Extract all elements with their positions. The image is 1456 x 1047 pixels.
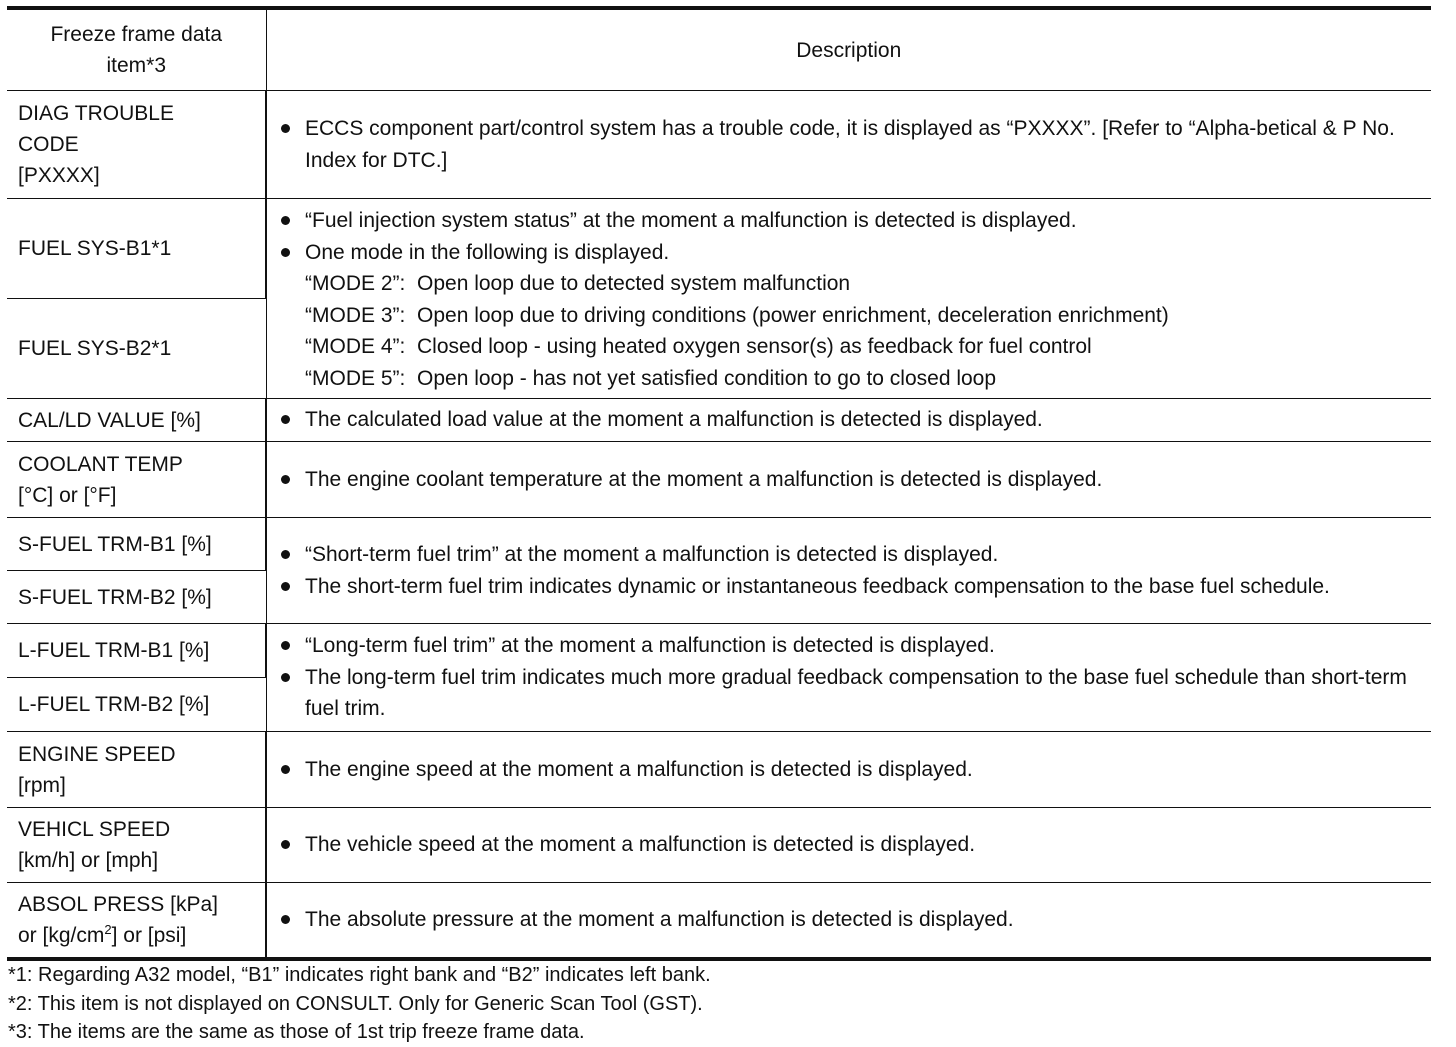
table-row-diag: [7, 91, 1431, 199]
item-cell-coolant: COOLANT TEMP [°C] or [°F]: [7, 442, 266, 518]
desc-cell-engine-speed: [266, 732, 1431, 808]
bullet-text: The engine coolant temperature at the moment a malfunction is detected is displayed.: [277, 464, 1413, 496]
item-cell-absol-press: ABSOL PRESS [kPa] or $[kg/cm^2]$ or [psi]: [7, 883, 266, 959]
item-cell-s-fuel-b2: S-FUEL TRM-B2 [%]: [7, 571, 266, 624]
table-row-absol-press: [7, 883, 1431, 959]
bullet-text: “Short-term fuel trim” at the moment a malfunction is detected is displayed.: [277, 539, 1413, 571]
desc-cell-diag: [266, 91, 1431, 199]
table-row-vehicle-speed: [7, 808, 1431, 883]
freeze-frame-table-container: [7, 6, 1431, 961]
item-cell-vehicle-speed: VEHICL SPEED [km/h] or [mph]: [7, 808, 266, 883]
bullet-text: “Fuel injection system status” at the moment a malfunction is detected is displayed.: [277, 205, 1413, 237]
freeze-frame-data-table: [7, 6, 1431, 961]
table-row-coolant: [7, 442, 1431, 518]
mode-line: “MODE 4”: Closed loop - using heated oxygen sensor(s) as feedback for fuel control: [305, 335, 1092, 358]
desc-cell-vehicle-speed: [266, 808, 1431, 883]
item-cell-diag: DIAG TROUBLE CODE [PXXXX]: [7, 91, 266, 199]
item-cell-engine-speed: ENGINE SPEED [rpm]: [7, 732, 266, 808]
table-row-fuel-sys-b1: [7, 199, 1431, 299]
footnotes: [8, 961, 711, 1047]
mode-line: “MODE 2”: Open loop due to detected system malfunction: [305, 272, 851, 295]
item-cell-fuel-sys-b2: FUEL SYS-B2*1: [7, 299, 266, 399]
desc-cell-s-fuel: [266, 518, 1431, 624]
bullet-text: The engine speed at the moment a malfunction is detected is displayed.: [277, 754, 1413, 786]
bullet-text: The long-term fuel trim indicates much more gradual feedback compensation to the base fuel schedule than short-term fuel trim.: [277, 662, 1413, 725]
item-cell-l-fuel-b2: L-FUEL TRM-B2 [%]: [7, 678, 266, 732]
footnote-1: *1: Regarding A32 model, “B1” indicates right bank and “B2” indicates left bank.: [8, 964, 711, 986]
item-cell-fuel-sys-b1: FUEL SYS-B1*1: [7, 199, 266, 299]
item-cell-cal-ld: CAL/LD VALUE [%]: [7, 399, 266, 442]
table-row-engine-speed: [7, 732, 1431, 808]
mode-line: “MODE 3”: Open loop due to driving conditions (power enrichment, deceleration enrichment): [305, 303, 1169, 327]
desc-cell-absol-press: [266, 883, 1431, 959]
table-row-s-fuel-b1: [7, 518, 1431, 571]
bullet-text: The short-term fuel trim indicates dynamic or instantaneous feedback compensation to the base fuel schedule.: [277, 571, 1413, 603]
desc-cell-fuel-sys: [266, 199, 1431, 399]
item-cell-l-fuel-b1: L-FUEL TRM-B1 [%]: [7, 624, 266, 678]
bullet-text: One mode in the following is displayed.: [277, 237, 1413, 269]
bullet-text: The absolute pressure at the moment a malfunction is detected is displayed.: [277, 904, 1413, 936]
description-column-header: Description: [266, 8, 1431, 91]
bullet-text: “Long-term fuel trim” at the moment a malfunction is detected is displayed.: [277, 630, 1413, 662]
bullet-text: The vehicle speed at the moment a malfunction is detected is displayed.: [277, 829, 1413, 861]
footnote-2: *2: This item is not displayed on CONSULT. Only for Generic Scan Tool (GST).: [8, 992, 703, 1015]
table-row-l-fuel-b1: [7, 624, 1431, 678]
bullet-text: ECCS component part/control system has a trouble code, it is displayed as “PXXXX”. [Refer to “Alpha-betical & P No. Index for DTC.]: [277, 113, 1413, 176]
item-cell-s-fuel-b1: S-FUEL TRM-B1 [%]: [7, 518, 266, 571]
bullet-text: The calculated load value at the moment a malfunction is detected is displayed.: [277, 404, 1413, 436]
mode-line: “MODE 5”: Open loop - has not yet satisfied condition to go to closed loop: [305, 366, 997, 390]
item-column-header: Freeze frame data item*3: [7, 8, 266, 91]
table-row-cal-ld: [7, 399, 1431, 442]
desc-cell-l-fuel: [266, 624, 1431, 732]
desc-cell-cal-ld: [266, 399, 1431, 442]
desc-cell-coolant: [266, 442, 1431, 518]
table-header-row: [7, 8, 1431, 91]
footnote-3: *3: The items are the same as those of 1st trip freeze frame data.: [8, 1021, 585, 1043]
